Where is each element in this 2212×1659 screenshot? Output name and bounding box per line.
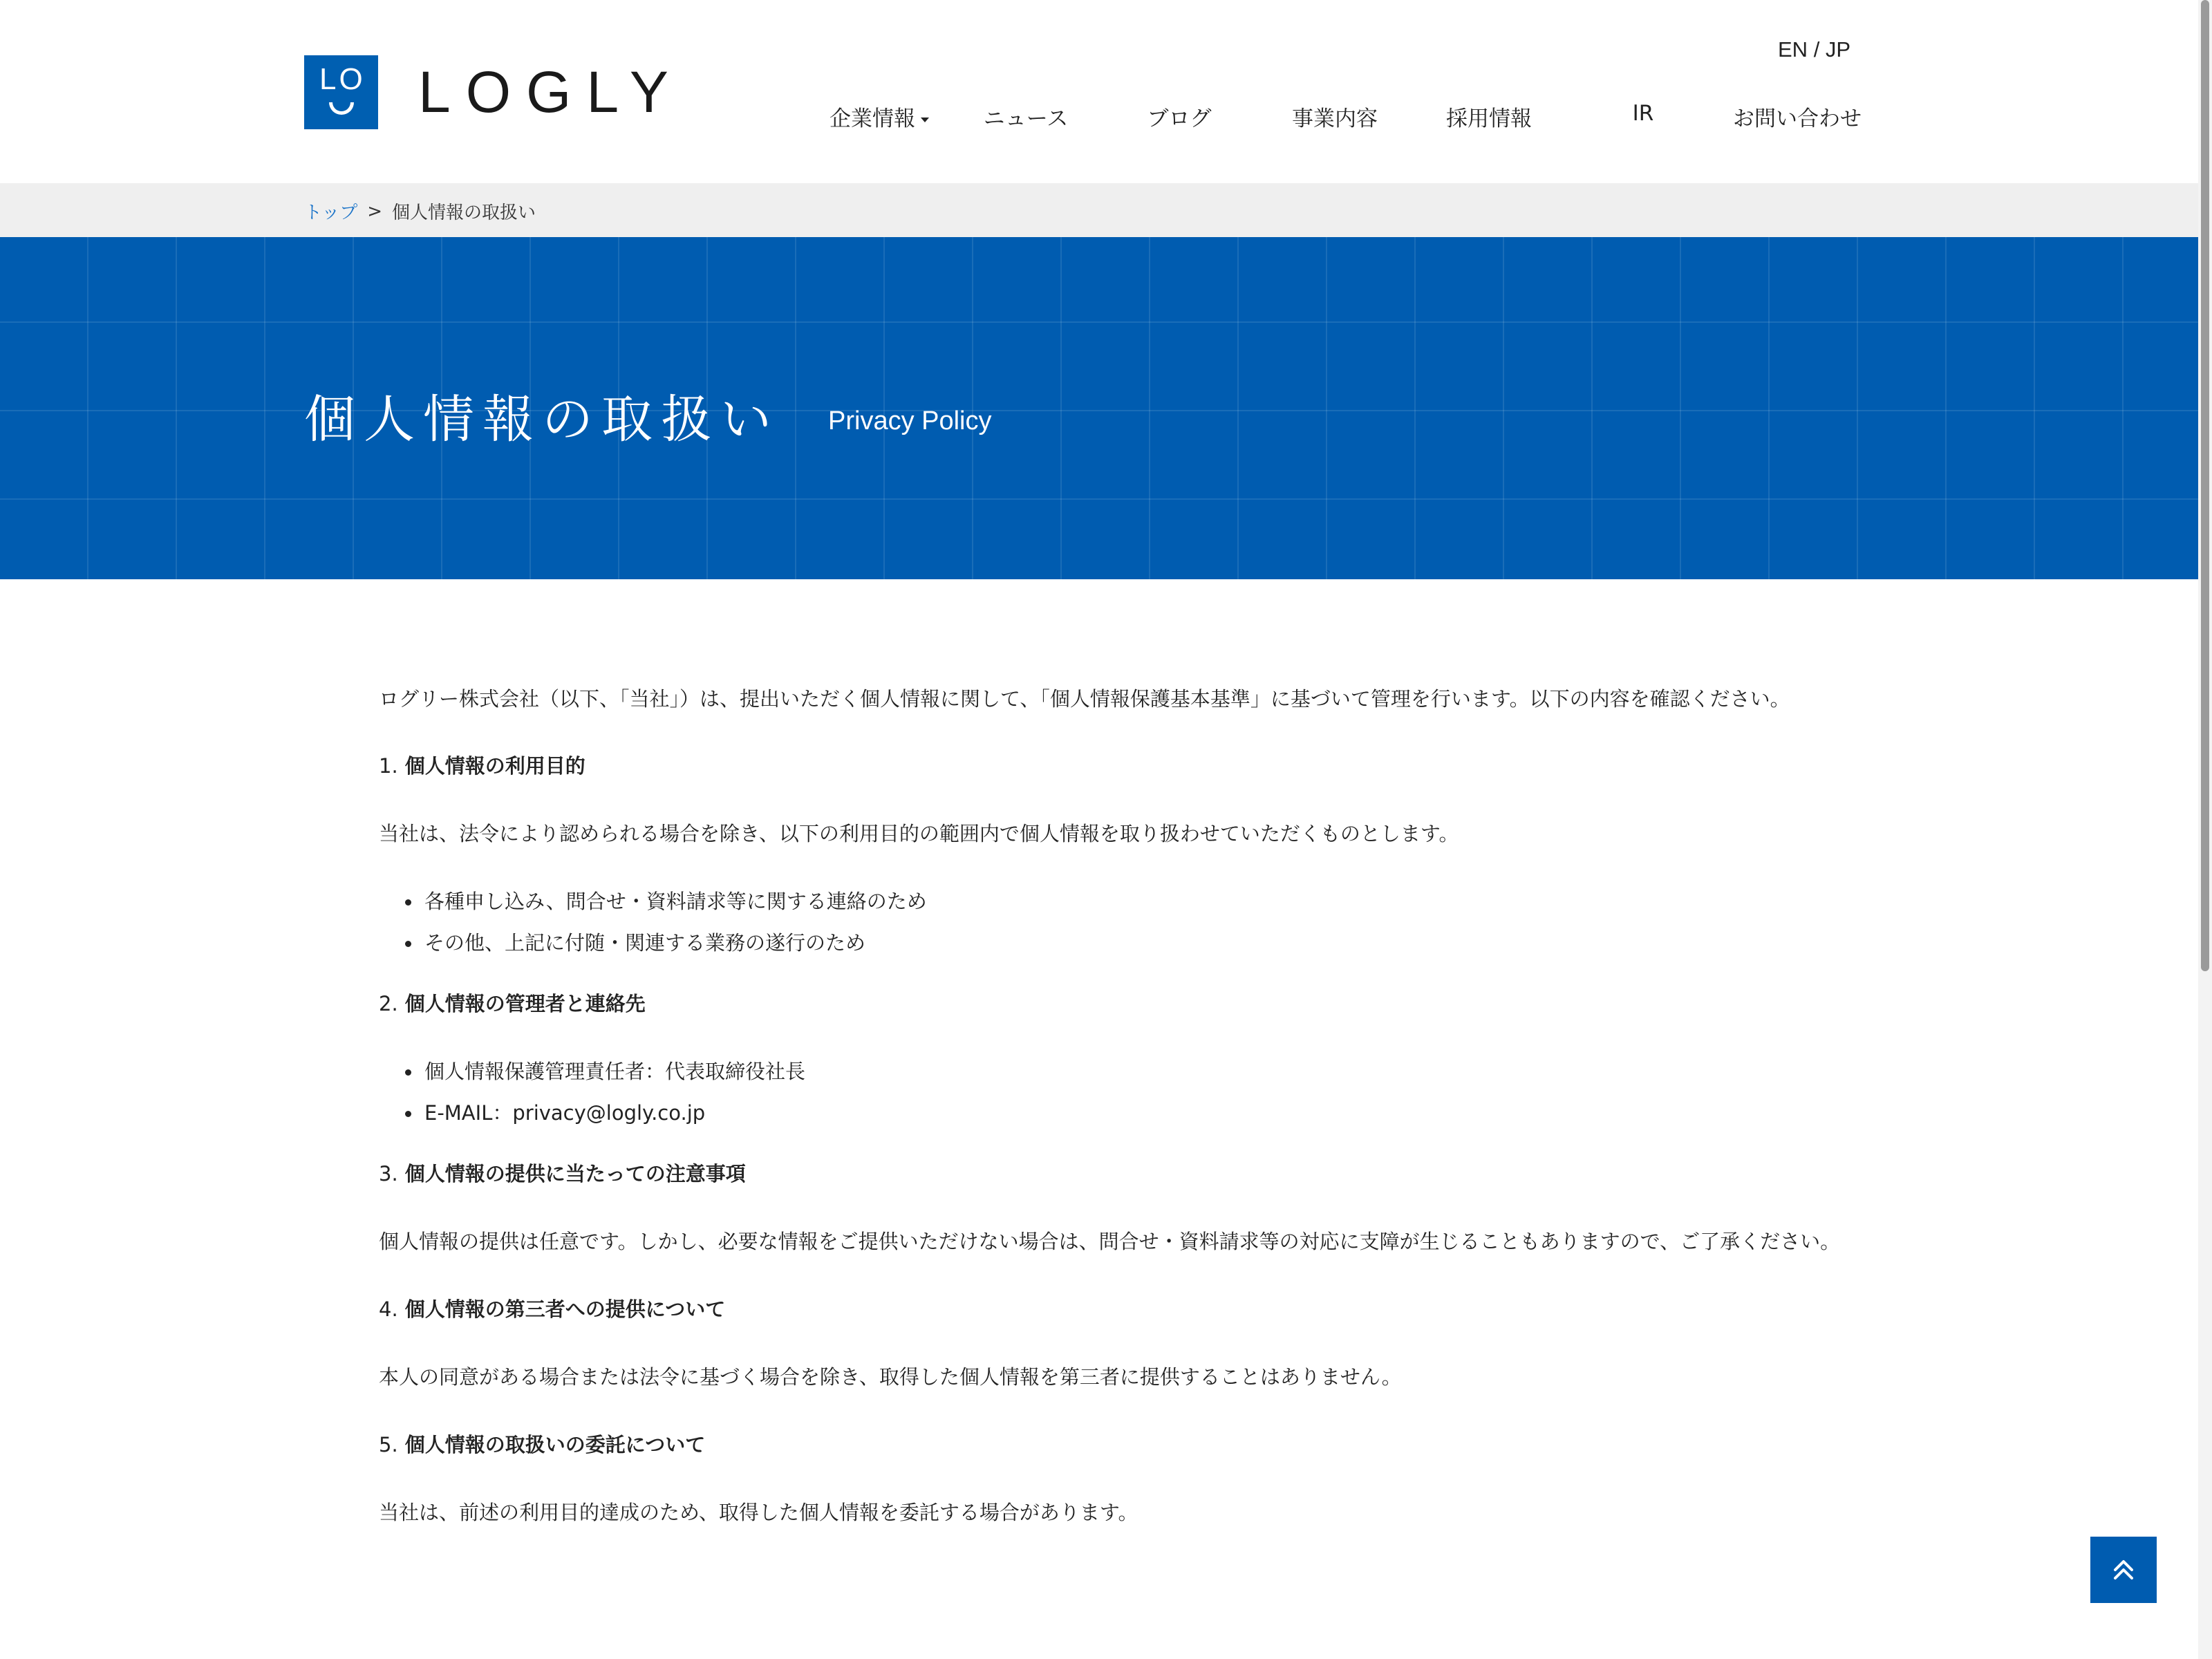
section-heading-2 bbox=[379, 986, 1844, 1022]
policy-content bbox=[379, 681, 1844, 1562]
logo-smile-shape bbox=[329, 102, 354, 115]
section-title: 個人情報の提供に当たっての注意事項 bbox=[404, 1162, 746, 1185]
section-heading-1 bbox=[379, 748, 1844, 784]
section-text-3: 個人情報の提供は任意です。しかし、必要な情報をご提供いただけない場合は、問合せ・資料請求等の対応に支障が生じることもありますので、ご了承ください。 bbox=[379, 1230, 1841, 1253]
lang-jp-link[interactable]: JP bbox=[1825, 37, 1851, 62]
scrollbar-thumb[interactable] bbox=[2201, 0, 2209, 971]
logo-mark-icon bbox=[304, 55, 378, 129]
nav-item-blog[interactable]: ブログ bbox=[1147, 106, 1212, 131]
intro-paragraph: ログリー株式会社（以下、「当社」）は、提出いただく個人情報に関して、「個人情報保護基本基準」に基づいて管理を行います。以下の内容を確認ください。 bbox=[379, 687, 1790, 711]
nav-item-business[interactable]: 事業内容 bbox=[1292, 106, 1378, 131]
section-text-1: 当社は、法令により認められる場合を除き、以下の利用目的の範囲内で個人情報を取り扱わせていただくものとします。 bbox=[379, 822, 1459, 845]
back-to-top-button[interactable] bbox=[2090, 1537, 2157, 1603]
list-item: E-MAIL：privacy@logly.co.jp bbox=[405, 1092, 1844, 1134]
lang-separator: / bbox=[1808, 37, 1826, 62]
section-title: 個人情報の利用目的 bbox=[404, 754, 585, 778]
site-header bbox=[0, 0, 2198, 183]
breadcrumb-home-link[interactable]: トップ bbox=[304, 203, 358, 223]
section-text-4: 本人の同意がある場合または法令に基づく場合を除き、取得した個人情報を第三者に提供することはありません。 bbox=[379, 1365, 1402, 1389]
double-chevron-up-icon bbox=[2110, 1556, 2137, 1584]
breadcrumb-current: 個人情報の取扱い bbox=[392, 203, 536, 223]
section-title: 個人情報の第三者への提供について bbox=[404, 1297, 726, 1321]
logo-text: LOGLY bbox=[418, 59, 684, 124]
logo-mark-letters: LO bbox=[319, 62, 366, 96]
section-number: 5. bbox=[379, 1433, 398, 1456]
list-item: その他、上記に付随・関連する業務の遂行のため bbox=[405, 922, 1844, 964]
section-heading-3 bbox=[379, 1156, 1844, 1192]
section-number: 2. bbox=[379, 992, 398, 1015]
breadcrumb bbox=[0, 183, 2198, 237]
list-item: 各種申し込み、問合せ・資料請求等に関する連絡のため bbox=[405, 881, 1844, 922]
section-heading-4 bbox=[379, 1291, 1844, 1327]
language-switcher bbox=[1778, 37, 1850, 62]
logo-link[interactable] bbox=[304, 55, 684, 129]
section-title: 個人情報の管理者と連絡先 bbox=[404, 992, 646, 1015]
page-title: 個人情報の取扱い bbox=[304, 390, 780, 449]
section-heading-5 bbox=[379, 1427, 1844, 1463]
nav-item-news[interactable]: ニュース bbox=[983, 106, 1069, 131]
section-title: 個人情報の取扱いの委託について bbox=[404, 1433, 706, 1456]
page-subtitle: Privacy Policy bbox=[828, 406, 992, 435]
nav-item-contact[interactable]: お問い合わせ bbox=[1733, 106, 1862, 131]
section-number: 4. bbox=[379, 1297, 398, 1321]
nav-item-label: 企業情報 bbox=[830, 106, 915, 131]
nav-item-company[interactable] bbox=[830, 101, 929, 132]
caret-down-icon bbox=[921, 118, 929, 122]
section-list-1 bbox=[405, 881, 1844, 964]
lang-en-link[interactable]: EN bbox=[1778, 37, 1808, 62]
section-number: 3. bbox=[379, 1162, 398, 1185]
list-item: 個人情報保護管理責任者：代表取締役社長 bbox=[405, 1051, 1844, 1092]
global-nav bbox=[816, 101, 1880, 135]
section-text-5: 当社は、前述の利用目的達成のため、取得した個人情報を委託する場合があります。 bbox=[379, 1501, 1138, 1524]
nav-item-recruit[interactable]: 採用情報 bbox=[1446, 106, 1532, 131]
section-list-2 bbox=[405, 1051, 1844, 1134]
breadcrumb-separator: > bbox=[367, 200, 383, 222]
section-number: 1. bbox=[379, 754, 398, 778]
nav-item-ir[interactable]: IR bbox=[1632, 101, 1654, 126]
page-hero-banner bbox=[0, 237, 2198, 579]
